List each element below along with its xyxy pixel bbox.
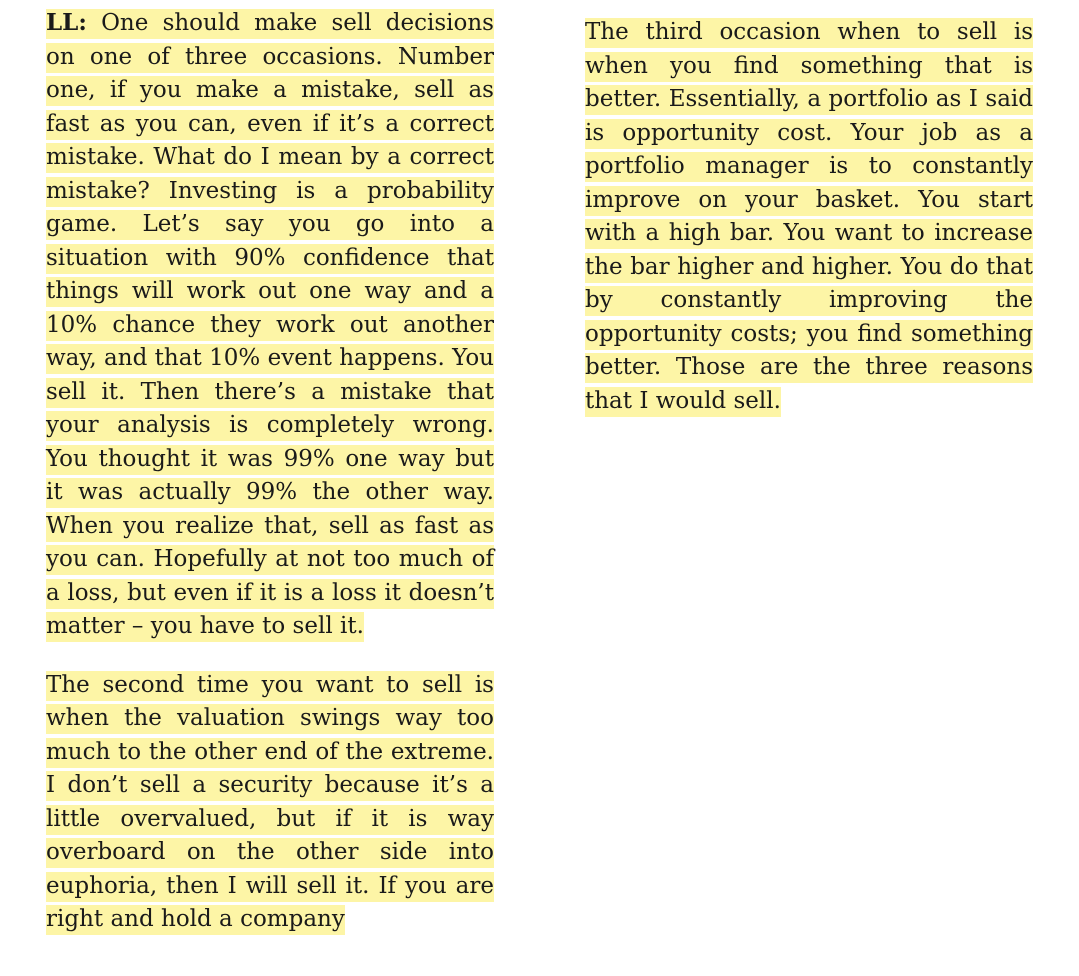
paragraph-third-occasion: [585, 16, 1033, 418]
paragraph-text: The second time you want to sell is when the valuation swings way too much to the other end of the extreme. I don’t sell a security because it’s a little overvalued, but if it is way overboard on the other side into euphoria, then I will sell it. If you are right and hold a company: [46, 671, 494, 932]
highlighted-text: [46, 671, 494, 936]
paragraph-text: One should make sell decisions on one of three occasions. Number one, if you make a mistake, sell as fast as you can, even if it’s a correct mistake. What do I mean by a correct mistake? Investing is a probability game. Let’s say you go into a situation with 90% confidence that things will work out one way and a 10% chance they work out another way, and that 10% event happens. You sell it. Then there’s a mistake that your analysis is completely wrong. You thought it was 99% one way but it was actually 99% the other way. When you realize that, sell as fast as you can. Hopefully at not too much of a loss, but even if it is a loss it doesn’t matter – you have to sell it.: [46, 10, 494, 639]
highlighted-text: [585, 18, 1033, 417]
paragraph-second-occasion: [46, 669, 494, 937]
paragraph-first-occasion: [46, 6, 494, 644]
right-column: [585, 16, 1033, 443]
left-column: [46, 6, 494, 962]
speaker-label: LL:: [46, 9, 87, 36]
highlighted-text: [46, 9, 494, 642]
paragraph-text: The third occasion when to sell is when you find something that is better. Essentially, a portfolio as I said is opportunity cost. Your job as a portfolio manager is to constantly improve on your basket. You start with a high bar. You want to increase the bar higher and higher. You do that by constantly improving the opportunity costs; you find something better. Those are the three reasons that I would sell.: [585, 19, 1033, 414]
